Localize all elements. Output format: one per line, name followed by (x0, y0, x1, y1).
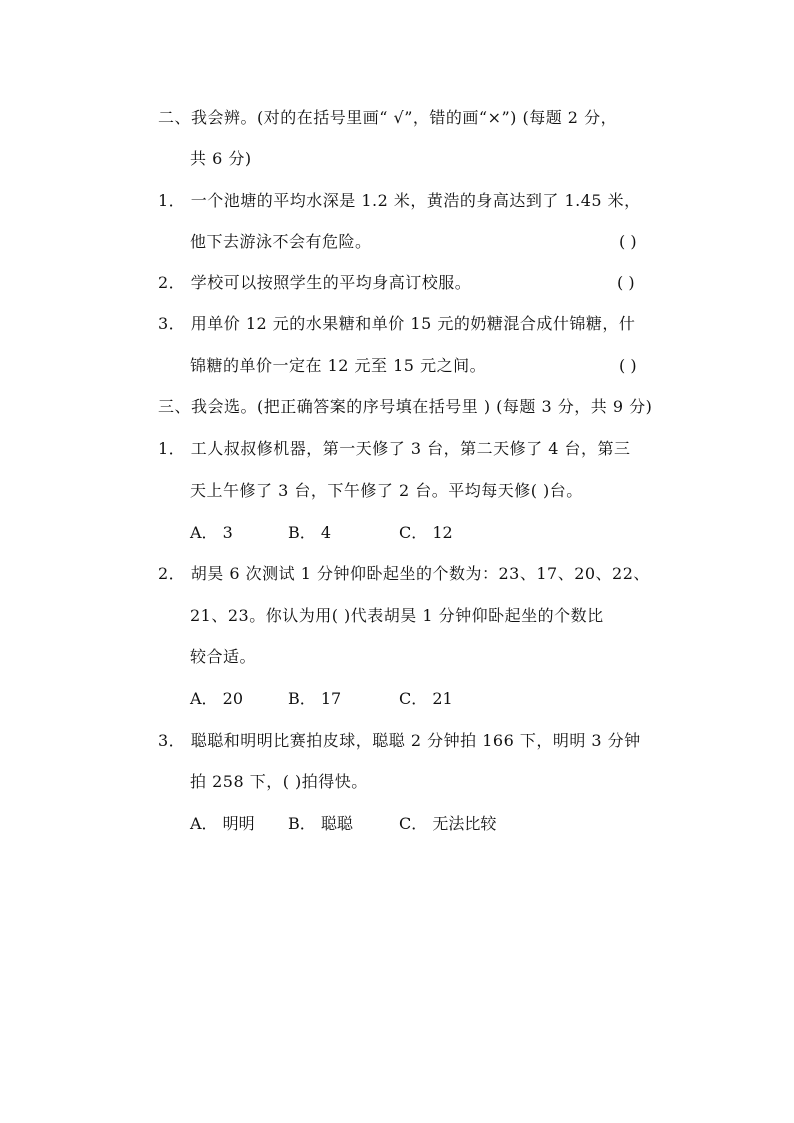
s3-q3-option-a[interactable]: A． 明明 (190, 814, 255, 833)
s3-q3-line1: 3． 聪聪和明明比赛拍皮球，聪聪 2 分钟拍 166 下，明明 3 分钟 (158, 731, 641, 750)
s3-q1-option-a[interactable]: A． 3 (190, 523, 233, 542)
section3-heading: 三、我会选。(把正确答案的序号填在括号里 ) (每题 3 分，共 9 分) (158, 397, 653, 416)
s3-q2-line1: 2． 胡昊 6 次测试 1 分钟仰卧起坐的个数为：23、17、20、22、 (158, 564, 650, 583)
s3-q3-option-c[interactable]: C． 无法比较 (399, 814, 497, 833)
s2-q1-line1: 1． 一个池塘的平均水深是 1.2 米，黄浩的身高达到了 1.45 米， (158, 191, 641, 210)
s2-q3-line1: 3． 用单价 12 元的水果糖和单价 15 元的奶糖混合成什锦糖，什 (158, 314, 636, 333)
s3-q3-line2: 拍 258 下，( )拍得快。 (190, 772, 368, 791)
s2-q2: 2． 学校可以按照学生的平均身高订校服。 (158, 273, 472, 292)
section2-heading-line1: 二、我会辨。(对的在括号里画“ √”，错的画“×”) (每题 2 分， (158, 108, 618, 127)
s3-q1-option-b[interactable]: B． 4 (288, 523, 332, 542)
section2-heading-line2: 共 6 分) (190, 149, 252, 168)
s3-q2-option-c[interactable]: C． 21 (399, 689, 453, 708)
s2-q3-line2: 锦糖的单价一定在 12 元至 15 元之间。 (190, 356, 487, 375)
s3-q2-line3: 较合适。 (190, 647, 257, 666)
s2-q3-answer-blank[interactable]: ( ) (619, 356, 637, 375)
s2-q1-answer-blank[interactable]: ( ) (619, 232, 637, 251)
s3-q2-line2: 21、23。你认为用( )代表胡昊 1 分钟仰卧起坐的个数比 (190, 606, 604, 625)
s3-q3-option-b[interactable]: B． 聪聪 (288, 814, 353, 833)
s2-q1-line2: 他下去游泳不会有危险。 (190, 232, 372, 251)
s3-q2-option-b[interactable]: B． 17 (288, 689, 342, 708)
s3-q2-option-a[interactable]: A． 20 (190, 689, 244, 708)
s2-q2-answer-blank[interactable]: ( ) (617, 273, 635, 292)
s3-q1-line1: 1． 工人叔叔修机器，第一天修了 3 台，第二天修了 4 台，第三 (158, 439, 631, 458)
s3-q1-line2: 天上午修了 3 台，下午修了 2 台。平均每天修( )台。 (190, 481, 583, 500)
s3-q1-option-c[interactable]: C． 12 (399, 523, 453, 542)
